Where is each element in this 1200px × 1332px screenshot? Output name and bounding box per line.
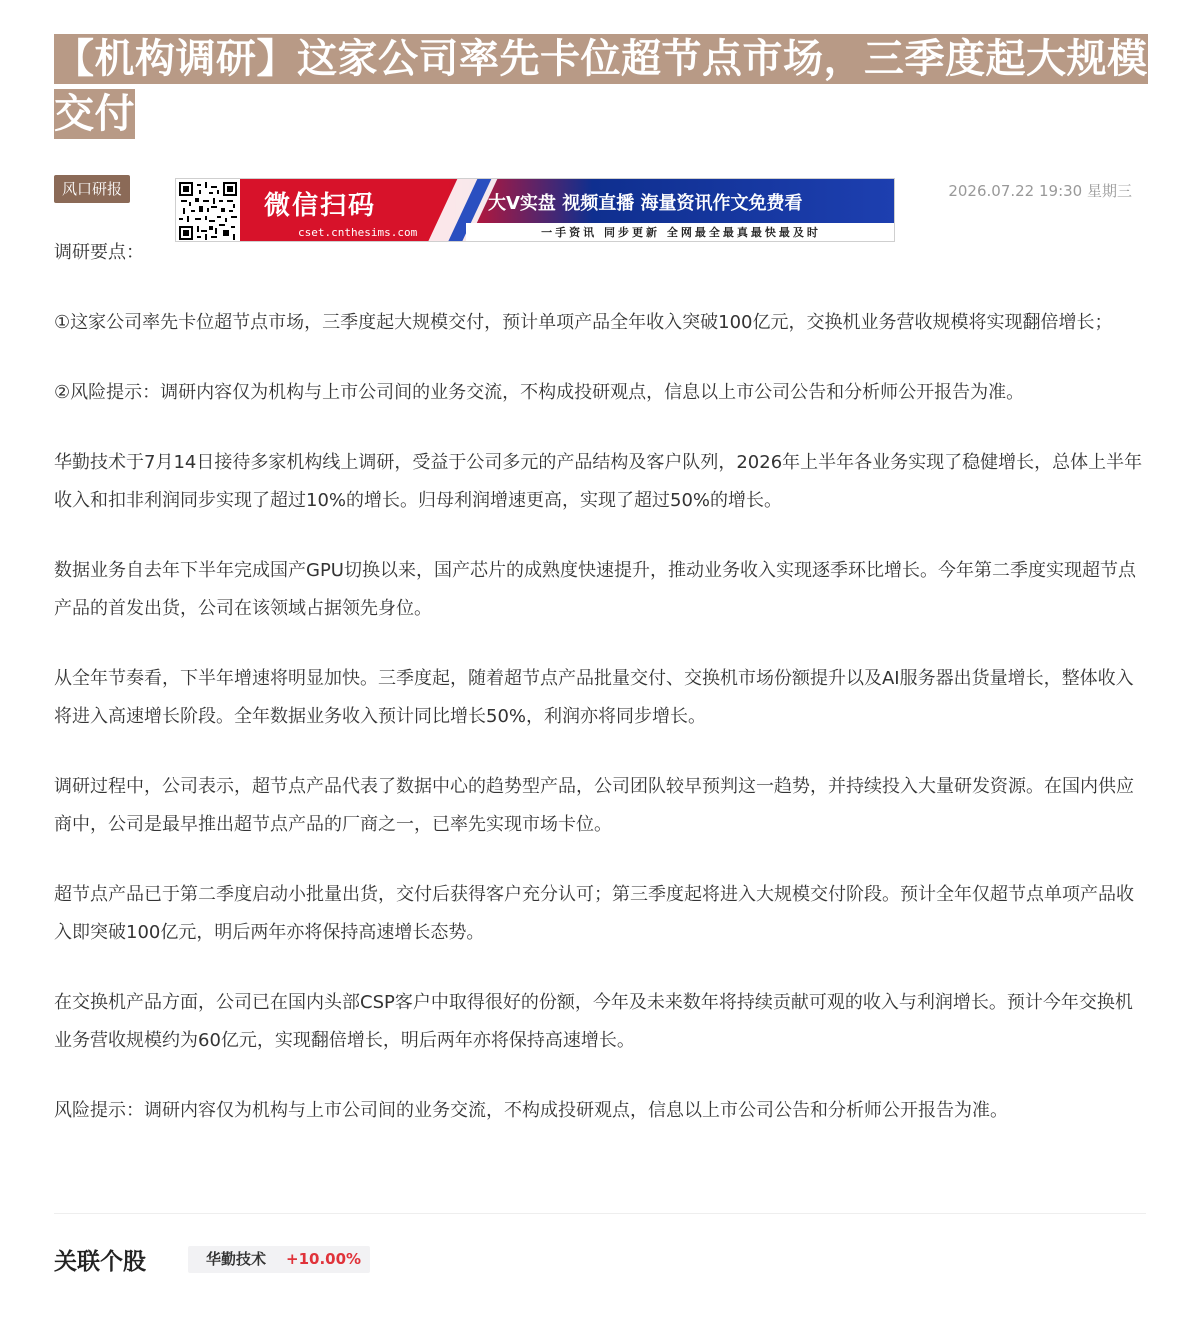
paragraph: 在交换机产品方面，公司已在国内头部CSP客户中取得很好的份额，今年及未来数年将持续贡献可观的收入与利润增长。预计今年交换机业务营收规模约为60亿元，实现翻倍增长，明后两年亦将保持高速增长。 [54, 992, 1133, 1051]
related-stocks-label: 关联个股 [54, 1249, 146, 1275]
section-divider [54, 1213, 1146, 1214]
paragraph: 从全年节奏看，下半年增速将明显加快。三季度起，随着超节点产品批量交付、交换机市场份额提升以及AI服务器出货量增长，整体收入将进入高速增长阶段。全年数据业务收入预计同比增长50%，利润亦将同步增长。 [54, 668, 1134, 727]
banner-right-panel [466, 179, 895, 242]
paragraph: 风险提示：调研内容仅为机构与上市公司间的业务交流，不构成投研观点，信息以上市公司公告和分析师公开报告为准。 [54, 1100, 1008, 1121]
paragraph: ①这家公司率先卡位超节点市场，三季度起大规模交付，预计单项产品全年收入突破100亿元，交换机业务营收规模将实现翻倍增长； [54, 312, 1113, 333]
paragraph: 超节点产品已于第二季度启动小批量出货，交付后获得客户充分认可；第三季度起将进入大规模交付阶段。预计全年仅超节点单项产品收入即突破100亿元，明后两年亦将保持高速增长态势。 [54, 884, 1134, 943]
publish-date: 2026.07.22 19:30 星期三 [948, 182, 1132, 200]
article-title-block [54, 32, 1154, 142]
paragraph: ②风险提示：调研内容仅为机构与上市公司间的业务交流，不构成投研观点，信息以上市公司公告和分析师公开报告为准。 [54, 382, 1025, 403]
banner-title: 微信扫码 [264, 191, 377, 221]
section-heading: 调研要点： [54, 242, 144, 263]
article-title: 【机构调研】这家公司率先卡位超节点市场，三季度起大规模交付 [54, 36, 1148, 137]
banner-promo-strip: 一手资讯 同步更新 全网最全最真最快最及时 [466, 223, 895, 242]
qr-code-icon [176, 179, 240, 242]
article-body [54, 234, 1146, 1162]
ad-banner[interactable] [175, 178, 895, 242]
banner-url: cset.cnthesims.com [298, 226, 418, 239]
stock-change: +10.00% [286, 1250, 362, 1268]
paragraph: 数据业务自去年下半年完成国产GPU切换以来，国产芯片的成熟度快速提升，推动业务收入实现逐季环比增长。今年第二季度实现超节点产品的首发出货，公司在该领域占据领先身位。 [54, 560, 1136, 619]
paragraph: 调研过程中，公司表示，超节点产品代表了数据中心的趋势型产品，公司团队较早预判这一趋势，并持续投入大量研发资源。在国内供应商中，公司是最早推出超节点产品的厂商之一，已率先实现市场卡位。 [54, 776, 1134, 835]
stock-name: 华勤技术 [206, 1250, 267, 1268]
source-tag[interactable]: 风口研报 [54, 175, 130, 203]
banner-promo-text: 大V实盘 视频直播 海量资讯作文免费看 [488, 193, 803, 214]
paragraph: 华勤技术于7月14日接待多家机构线上调研，受益于公司多元的产品结构及客户队列，2026年上半年各业务实现了稳健增长，总体上半年收入和扣非利润同步实现了超过10%的增长。归母利润增速更高，实现了超过50%的增长。 [54, 452, 1143, 511]
related-stock-chip[interactable] [188, 1246, 370, 1273]
